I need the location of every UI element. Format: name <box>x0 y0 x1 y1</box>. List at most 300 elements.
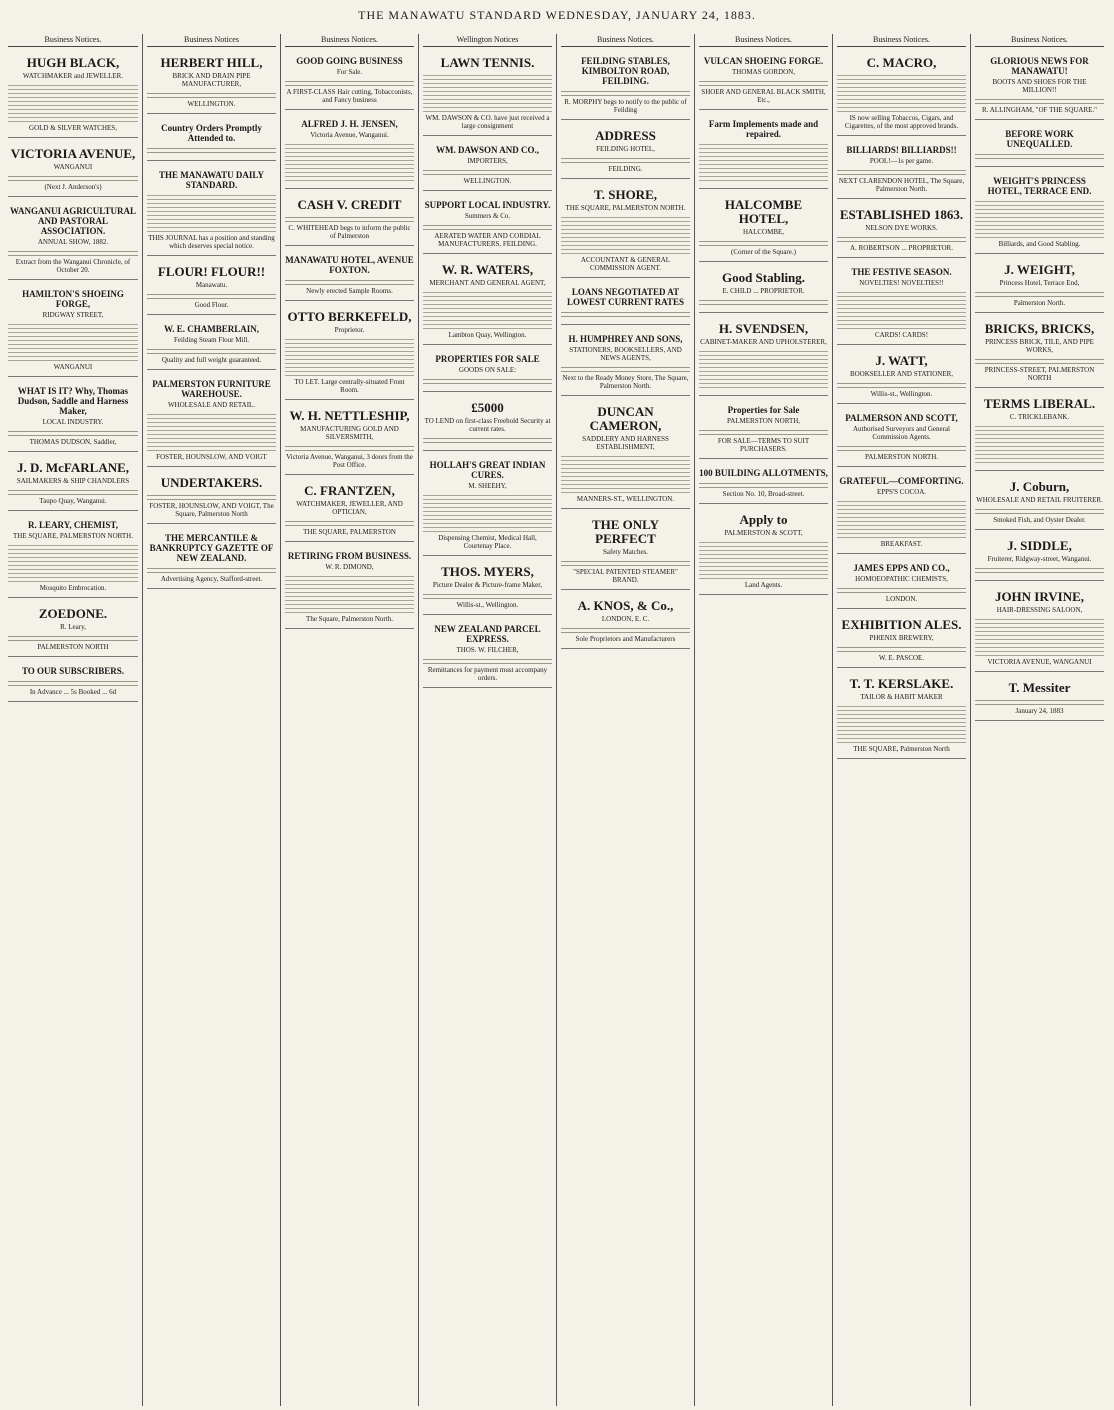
ad-subheading: SAILMAKERS & SHIP CHANDLERS <box>16 477 130 485</box>
section-header: Business Notices. <box>285 34 414 47</box>
advertisement <box>561 329 690 396</box>
advertisement <box>423 455 552 556</box>
ad-heading: WEIGHT'S PRINCESS HOTEL, TERRACE END. <box>987 176 1092 196</box>
ad-subheading: GOODS ON SALE: <box>458 366 517 374</box>
body-text-block <box>837 585 966 593</box>
advertisement <box>8 142 138 197</box>
ad-heading: FLOUR! FLOUR!! <box>157 264 266 279</box>
advertisement <box>8 602 138 657</box>
body-text-block <box>8 487 138 495</box>
ad-heading: LAWN TENNIS. <box>440 55 535 70</box>
advertisement <box>8 284 138 377</box>
body-text-block <box>699 78 828 86</box>
ad-body: Billiards, and Good Stabling. <box>998 240 1081 248</box>
ad-body: PALMERSTON NORTH. <box>864 453 939 461</box>
ad-subheading: MERCHANT AND GENERAL AGENT, <box>429 279 546 287</box>
ad-heading: BRICKS, BRICKS, <box>984 321 1095 336</box>
ad-body: Newly erected Sample Rooms. <box>306 287 393 295</box>
ad-subheading: MANUFACTURING GOLD AND SILVERSMITH, <box>300 425 399 441</box>
advertisement <box>837 349 966 404</box>
ad-heading: Country Orders Promptly Attended to. <box>161 123 262 143</box>
ad-heading: GOOD GOING BUSINESS <box>296 56 403 66</box>
body-text-block <box>699 539 828 579</box>
column <box>142 34 280 1406</box>
body-text-block <box>285 277 414 285</box>
body-text-block <box>561 364 690 372</box>
ad-body: Taupo Quay, Wanganui. <box>39 497 107 505</box>
body-text-block <box>837 234 966 242</box>
ad-subheading: NELSON DYE WORKS. <box>865 224 938 232</box>
advertisement <box>837 51 966 136</box>
ad-subheading: Safety Matches. <box>602 548 649 556</box>
body-text-block <box>975 289 1104 297</box>
advertisement <box>561 51 690 120</box>
advertisement <box>699 317 828 396</box>
advertisement <box>8 661 138 702</box>
advertisement <box>423 349 552 392</box>
ad-heading: ESTABLISHED 1863. <box>839 207 964 222</box>
body-text-block <box>561 309 690 317</box>
ad-heading: Good Stabling. <box>721 270 806 285</box>
ad-subheading: HOMOEOPATHIC CHEMISTS, <box>855 575 948 583</box>
advertisement <box>837 408 966 467</box>
ad-subheading: LONDON, E. C. <box>601 615 650 623</box>
ad-subheading: THOS. W. FILCHER, <box>456 646 519 654</box>
ad-heading: ALFRED J. H. JENSEN, <box>301 119 398 129</box>
body-text-block <box>147 145 276 153</box>
ad-heading: THE FESTIVE SEASON. <box>851 267 952 277</box>
ad-heading: EXHIBITION ALES. <box>841 617 962 632</box>
section-header: Business Notices. <box>975 34 1104 47</box>
ad-heading: PALMERSON AND SCOTT, <box>845 413 958 423</box>
ad-subheading: Feilding Steam Flour Mill. <box>173 336 250 344</box>
advertisement <box>975 392 1104 471</box>
ad-heading: VICTORIA AVENUE, <box>10 146 136 161</box>
ad-heading: J. Coburn, <box>1009 479 1070 494</box>
column <box>832 34 970 1406</box>
advertisement <box>147 260 276 315</box>
body-text-block <box>147 492 276 500</box>
body-text-block <box>147 90 276 98</box>
body-text-block <box>837 498 966 538</box>
body-text-block <box>285 78 414 86</box>
ad-heading: H. SVENDSEN, <box>718 321 809 336</box>
body-text-block <box>147 192 276 232</box>
ad-body: WM. DAWSON & CO. have just received a large consignment <box>425 114 550 130</box>
column <box>4 34 142 1406</box>
section-header: Business Notices. <box>8 34 138 47</box>
ad-body: Victoria Avenue, Wanganui, 3 doors from the Post Office. <box>286 453 413 469</box>
body-text-block <box>147 565 276 573</box>
ad-subheading: Proprietor. <box>334 326 365 334</box>
body-text-block <box>561 453 690 493</box>
body-text-block <box>423 591 552 599</box>
advertisement <box>699 508 828 595</box>
ad-body: Extract from the Wanganui Chronicle, of October 20. <box>15 258 131 274</box>
body-text-block <box>837 703 966 743</box>
advertisement <box>561 400 690 509</box>
ad-subheading: FEILDING HOTEL, <box>596 145 655 153</box>
ad-heading: WANGANUI AGRICULTURAL AND PASTORAL ASSOCIATION. <box>10 206 136 236</box>
advertisement <box>147 118 276 161</box>
ad-heading: W. E. CHAMBERLAIN, <box>164 324 259 334</box>
ad-subheading: STATIONERS, BOOKSELLERS, AND NEWS AGENTS, <box>569 346 682 362</box>
body-text-block <box>147 346 276 354</box>
ad-heading: W. R. WATERS, <box>441 262 534 277</box>
advertisement <box>8 51 138 138</box>
ad-subheading: BRICK AND DRAIN PIPE MANUFACTURER, <box>172 72 251 88</box>
ad-heading: Farm Implements made and repaired. <box>708 119 819 139</box>
advertisement <box>837 203 966 258</box>
ad-subheading: PALMERSTON NORTH, <box>726 417 801 425</box>
advertisement <box>561 183 690 278</box>
ad-body: WANGANUI <box>53 363 93 371</box>
ad-subheading: IMPORTERS, <box>467 157 508 165</box>
body-text-block <box>561 88 690 96</box>
body-text-block <box>837 167 966 175</box>
ad-subheading: BOOTS AND SHOES FOR THE MILLION!! <box>992 78 1087 94</box>
ad-subheading: POOL!—1s per game. <box>869 157 934 165</box>
ad-heading: PALMERSTON FURNITURE WAREHOUSE. <box>152 379 271 399</box>
body-text-block <box>837 72 966 112</box>
body-text-block <box>8 82 138 122</box>
ad-heading: C. FRANTZEN, <box>304 483 395 498</box>
columns <box>4 34 1110 1406</box>
body-text-block <box>423 435 552 443</box>
body-text-block <box>975 356 1104 364</box>
advertisement <box>285 404 414 475</box>
body-text-block <box>975 151 1104 159</box>
ad-subheading: WATCHMAKER, JEWELLER, AND OPTICIAN, <box>296 500 403 516</box>
body-text-block <box>423 376 552 384</box>
body-text-block <box>147 411 276 451</box>
ad-subheading: HAIR-DRESSING SALOON, <box>996 606 1083 614</box>
body-text-block <box>423 492 552 532</box>
ad-subheading: C. TRICKLEBANK. <box>1009 413 1070 421</box>
ad-heading: HALCOMBE HOTEL, <box>724 197 803 226</box>
ad-heading: THE MANAWATU DAILY STANDARD. <box>158 170 265 190</box>
advertisement <box>423 258 552 345</box>
advertisement <box>975 124 1104 167</box>
ad-body: Remittances for payment must accompany orders. <box>427 666 548 682</box>
ad-subheading: Summers & Co. <box>464 212 511 220</box>
ad-heading: J. WEIGHT, <box>1004 262 1075 277</box>
ad-heading: TO OUR SUBSCRIBERS. <box>21 666 125 676</box>
ad-heading: THE MERCANTILE & BANKRUPTCY GAZETTE OF NEW ZEALAND. <box>149 533 274 563</box>
body-text-block <box>561 625 690 633</box>
advertisement <box>147 374 276 467</box>
body-text-block <box>8 173 138 181</box>
ad-heading: DUNCAN CAMERON, <box>589 404 662 433</box>
ad-heading: RETIRING FROM BUSINESS. <box>287 551 412 561</box>
advertisement <box>975 475 1104 530</box>
ad-body: Land Agents. <box>744 581 783 589</box>
ad-subheading: TAILOR & HABIT MAKER <box>860 693 943 701</box>
ad-body: Good Flour. <box>194 301 229 309</box>
ad-body: NEXT CLARENDON HOTEL, The Square, Palmerston North. <box>838 177 965 193</box>
ad-body: THE SQUARE, Palmerston North <box>853 745 950 753</box>
body-text-block <box>837 289 966 329</box>
ad-heading: £5000 <box>471 400 504 415</box>
ad-heading: C. MACRO, <box>866 55 937 70</box>
ad-subheading: Victoria Avenue, Wanganui. <box>310 131 389 139</box>
ad-body: WELLINGTON. <box>187 100 236 108</box>
ad-subheading: BOOKSELLER AND STATIONER, <box>849 370 954 378</box>
ad-heading: MANAWATU HOTEL, AVENUE FOXTON. <box>285 255 414 275</box>
body-text-block <box>699 480 828 488</box>
ad-subheading: For Sale. <box>336 68 363 76</box>
section-header: Business Notices. <box>561 34 690 47</box>
advertisement <box>837 471 966 554</box>
body-text-block <box>561 558 690 566</box>
ad-body: Palmerston North. <box>1013 299 1066 307</box>
ad-body: FOSTER, HOUNSLOW, AND VOIGT, The Square, Palmerston North <box>149 502 274 518</box>
ad-subheading: PRINCESS BRICK, TILE, AND PIPE WORKS, <box>985 338 1094 354</box>
ad-subheading: M. SHEEHY, <box>468 482 507 490</box>
ad-subheading: EPPS'S COCOA. <box>876 488 927 496</box>
advertisement <box>285 250 414 301</box>
ad-subheading: NOVELTIES! NOVELTIES!! <box>859 279 944 287</box>
advertisement <box>699 463 828 504</box>
advertisement <box>147 319 276 370</box>
advertisement <box>285 114 414 189</box>
ad-body: CARDS! CARDS! <box>874 331 929 339</box>
ad-subheading: Manawatu. <box>195 281 228 289</box>
body-text-block <box>8 321 138 361</box>
ad-subheading: THE SQUARE, PALMERSTON NORTH. <box>13 532 133 540</box>
body-text-block <box>975 198 1104 238</box>
ad-body: VICTORIA AVENUE, WANGANUI <box>987 658 1092 666</box>
ad-subheading: Fruiterer, Ridgway-street, Wanganui. <box>987 555 1092 563</box>
body-text-block <box>8 428 138 436</box>
ad-heading: ZOEDONE. <box>38 606 108 621</box>
ad-heading: BILLIARDS! BILLIARDS!! <box>846 145 957 155</box>
ad-subheading: SADDLERY AND HARNESS ESTABLISHMENT, <box>582 435 669 451</box>
ad-heading: SUPPORT LOCAL INDUSTRY. <box>424 200 551 210</box>
advertisement <box>837 558 966 609</box>
ad-heading: W. H. NETTLESHIP, <box>289 408 410 423</box>
body-text-block <box>285 573 414 613</box>
ad-body: Advertising Agency, Stafford-street. <box>160 575 263 583</box>
body-text-block <box>423 167 552 175</box>
ad-subheading: TO LEND on first-class Freehold Security at current rates. <box>424 417 551 433</box>
ad-body: FEILDING. <box>608 165 643 173</box>
ad-subheading: W. R. DIMOND, <box>325 563 374 571</box>
body-text-block <box>699 238 828 246</box>
ad-body: A FIRST-CLASS Hair cutting, Tobacconists, and Fancy business <box>286 88 413 104</box>
ad-body: (Corner of the Square.) <box>731 248 796 256</box>
advertisement <box>837 613 966 668</box>
ad-body: Smoked Fish, and Oyster Dealer. <box>993 516 1086 524</box>
ad-heading: ADDRESS <box>595 128 656 143</box>
advertisement <box>837 672 966 759</box>
ad-body: Sole Proprietors and Manufacturers <box>575 635 676 643</box>
ad-heading: Properties for Sale <box>727 405 800 415</box>
ad-body: BREAKFAST. <box>880 540 923 548</box>
ad-subheading: PALMERSTON & SCOTT, <box>724 529 803 537</box>
body-text-block <box>975 697 1104 705</box>
column <box>556 34 694 1406</box>
advertisement <box>423 619 552 688</box>
ad-body: FOSTER, HOUNSLOW, AND VOIGT <box>156 453 267 461</box>
body-text-block <box>423 289 552 329</box>
advertisement <box>699 193 828 262</box>
ad-subheading: WANGANUI <box>53 163 93 171</box>
body-text-block <box>561 214 690 254</box>
ad-subheading: WHOLESALE AND RETAIL FRUITERER. <box>976 496 1103 504</box>
advertisement <box>975 171 1104 254</box>
ad-body: Willis-st., Wellington. <box>870 390 933 398</box>
ad-heading: GRATEFUL—COMFORTING. <box>839 476 964 486</box>
ad-body: (Next J. Anderson's) <box>44 183 102 191</box>
ad-heading: JAMES EPPS AND CO., <box>853 563 950 573</box>
ad-body: THE SQUARE, PALMERSTON <box>303 528 396 536</box>
section-header: Business Notices. <box>837 34 966 47</box>
ad-heading: FEILDING STABLES, KIMBOLTON ROAD, FEILDING. <box>581 56 670 86</box>
section-header: Wellington Notices <box>423 34 552 47</box>
ad-heading: R. LEARY, CHEMIST, <box>28 520 118 530</box>
ad-heading: HERBERT HILL, <box>160 55 263 70</box>
ad-heading: CASH V. CREDIT <box>297 197 402 212</box>
ad-heading: THE ONLY PERFECT <box>591 517 660 546</box>
advertisement <box>147 528 276 589</box>
body-text-block <box>285 518 414 526</box>
body-text-block <box>837 443 966 451</box>
advertisement <box>975 51 1104 120</box>
ad-body: PALMERSTON NORTH <box>37 643 109 651</box>
advertisement <box>837 262 966 345</box>
ad-heading: UNDERTAKERS. <box>160 475 263 490</box>
ad-body: R. MORPHY begs to notify to the public of Feilding <box>564 98 687 114</box>
ad-heading: J. WATT, <box>875 353 928 368</box>
ad-body: A. ROBERTSON ... PROPRIETOR. <box>850 244 953 252</box>
ad-body: Mosquito Embrocation. <box>39 584 107 592</box>
ad-heading: OTTO BERKEFELD, <box>287 309 412 324</box>
body-text-block <box>699 348 828 388</box>
body-text-block <box>699 297 828 305</box>
advertisement <box>423 560 552 615</box>
ad-heading: J. D. McFARLANE, <box>16 460 130 475</box>
ad-subheading: Picture Dealer & Picture-frame Maker, <box>432 581 543 589</box>
ad-body: AERATED WATER AND CORDIAL MANUFACTURERS, FEILDING. <box>434 232 541 248</box>
ad-heading: HOLLAH'S GREAT INDIAN CURES. <box>429 460 546 480</box>
ad-heading: THOS. MYERS, <box>441 564 534 579</box>
body-text-block <box>837 380 966 388</box>
advertisement <box>147 471 276 524</box>
advertisement <box>8 381 138 452</box>
column <box>280 34 418 1406</box>
ad-body: Quality and full weight guaranteed. <box>161 356 262 364</box>
ad-heading: PROPERTIES FOR SALE <box>435 354 540 364</box>
body-text-block <box>975 423 1104 463</box>
body-text-block <box>837 644 966 652</box>
ad-heading: HAMILTON'S SHOEING FORGE, <box>22 289 124 309</box>
ad-body: WELLINGTON. <box>463 177 512 185</box>
ad-body: THOMAS DUDSON, Saddler, <box>29 438 117 446</box>
advertisement <box>699 51 828 110</box>
ad-heading: LOANS NEGOTIATED AT LOWEST CURRENT RATES <box>566 287 685 307</box>
body-text-block <box>975 506 1104 514</box>
ad-body: SHOER AND GENERAL BLACK SMITH, Etc., <box>701 88 826 104</box>
advertisement <box>423 396 552 451</box>
body-text-block <box>975 565 1104 573</box>
ad-heading: H. HUMPHREY AND SONS, <box>568 334 683 344</box>
column <box>418 34 556 1406</box>
ad-body: Dispensing Chemist, Medical Hall, Courtenay Place. <box>438 534 537 550</box>
advertisement <box>561 124 690 179</box>
ad-body: R. ALLINGHAM, "OF THE SQUARE." <box>981 106 1098 114</box>
ad-subheading: RIDGWAY STREET, <box>42 311 104 319</box>
body-text-block <box>285 214 414 222</box>
ad-heading: BEFORE WORK UNEQUALLED. <box>1005 129 1074 149</box>
ad-subheading: CABINET-MAKER AND UPHOLSTERER, <box>700 338 827 346</box>
ad-subheading: WATCHMAKER and JEWELLER. <box>22 72 124 80</box>
advertisement <box>975 676 1104 721</box>
body-text-block <box>285 141 414 181</box>
ad-heading: 100 BUILDING ALLOTMENTS, <box>699 468 828 478</box>
ad-heading: A. KNOS, & Co., <box>577 598 674 613</box>
body-text-block <box>699 427 828 435</box>
masthead: THE MANAWATU STANDARD WEDNESDAY, JANUARY 24, 1883. <box>358 8 756 22</box>
advertisement <box>285 479 414 542</box>
ad-body: GOLD & SILVER WATCHES, <box>29 124 117 132</box>
ad-subheading: ANNUAL SHOW, 1882. <box>37 238 109 246</box>
body-text-block <box>423 656 552 664</box>
advertisement <box>285 546 414 629</box>
advertisement <box>147 51 276 114</box>
column <box>694 34 832 1406</box>
ad-body: Section No. 10, Broad-street. <box>722 490 805 498</box>
ad-subheading: PHŒNIX BREWERY, <box>869 634 934 642</box>
ad-body: In Advance ... 5s Booked ... 6d <box>29 688 117 696</box>
body-text-block <box>423 72 552 112</box>
advertisement <box>423 140 552 191</box>
ad-heading: T. Messiter <box>1008 680 1071 695</box>
ad-body: C. WHITEHEAD begs to inform the public of Palmerston <box>288 224 411 240</box>
advertisement <box>699 400 828 459</box>
column <box>970 34 1108 1406</box>
ad-body: PRINCESS-STREET, PALMERSTON NORTH <box>984 366 1095 382</box>
ad-body: W. E. PASCOE. <box>878 654 925 662</box>
ad-subheading: THE SQUARE, PALMERSTON NORTH. <box>565 204 686 212</box>
advertisement <box>975 317 1104 388</box>
ad-heading: Apply to <box>739 512 788 527</box>
advertisement <box>561 282 690 325</box>
advertisement <box>285 305 414 400</box>
ad-heading: JOHN IRVINE, <box>994 589 1085 604</box>
ad-subheading: E. CHILD ... PROPRIETOR. <box>722 287 805 295</box>
body-text-block <box>975 616 1104 656</box>
ad-body: TO LET. Large centrally-situated Front Room. <box>294 378 405 394</box>
ad-body: IS now selling Tobaccos, Cigars, and Cigarettes, of the most approved brands. <box>844 114 959 130</box>
ad-body: MANNERS-ST., WELLINGTON. <box>576 495 675 503</box>
ad-heading: NEW ZEALAND PARCEL EXPRESS. <box>434 624 541 644</box>
body-text-block <box>561 155 690 163</box>
advertisement <box>975 534 1104 581</box>
body-text-block <box>147 291 276 299</box>
body-text-block <box>8 633 138 641</box>
advertisement <box>837 140 966 199</box>
ad-body: THIS JOURNAL has a position and standing which deserves special notice. <box>148 234 275 250</box>
ad-heading: WM. DAWSON AND CO., <box>435 145 539 155</box>
body-text-block <box>285 443 414 451</box>
ad-subheading: LOCAL INDUSTRY. <box>42 418 104 426</box>
section-header: Business Notices <box>147 34 276 47</box>
ad-body: Willis-st., Wellington. <box>456 601 519 609</box>
ad-heading: GLORIOUS NEWS FOR MANAWATU! <box>990 56 1089 76</box>
body-text-block <box>8 248 138 256</box>
ad-subheading: R. Leary, <box>60 623 86 631</box>
